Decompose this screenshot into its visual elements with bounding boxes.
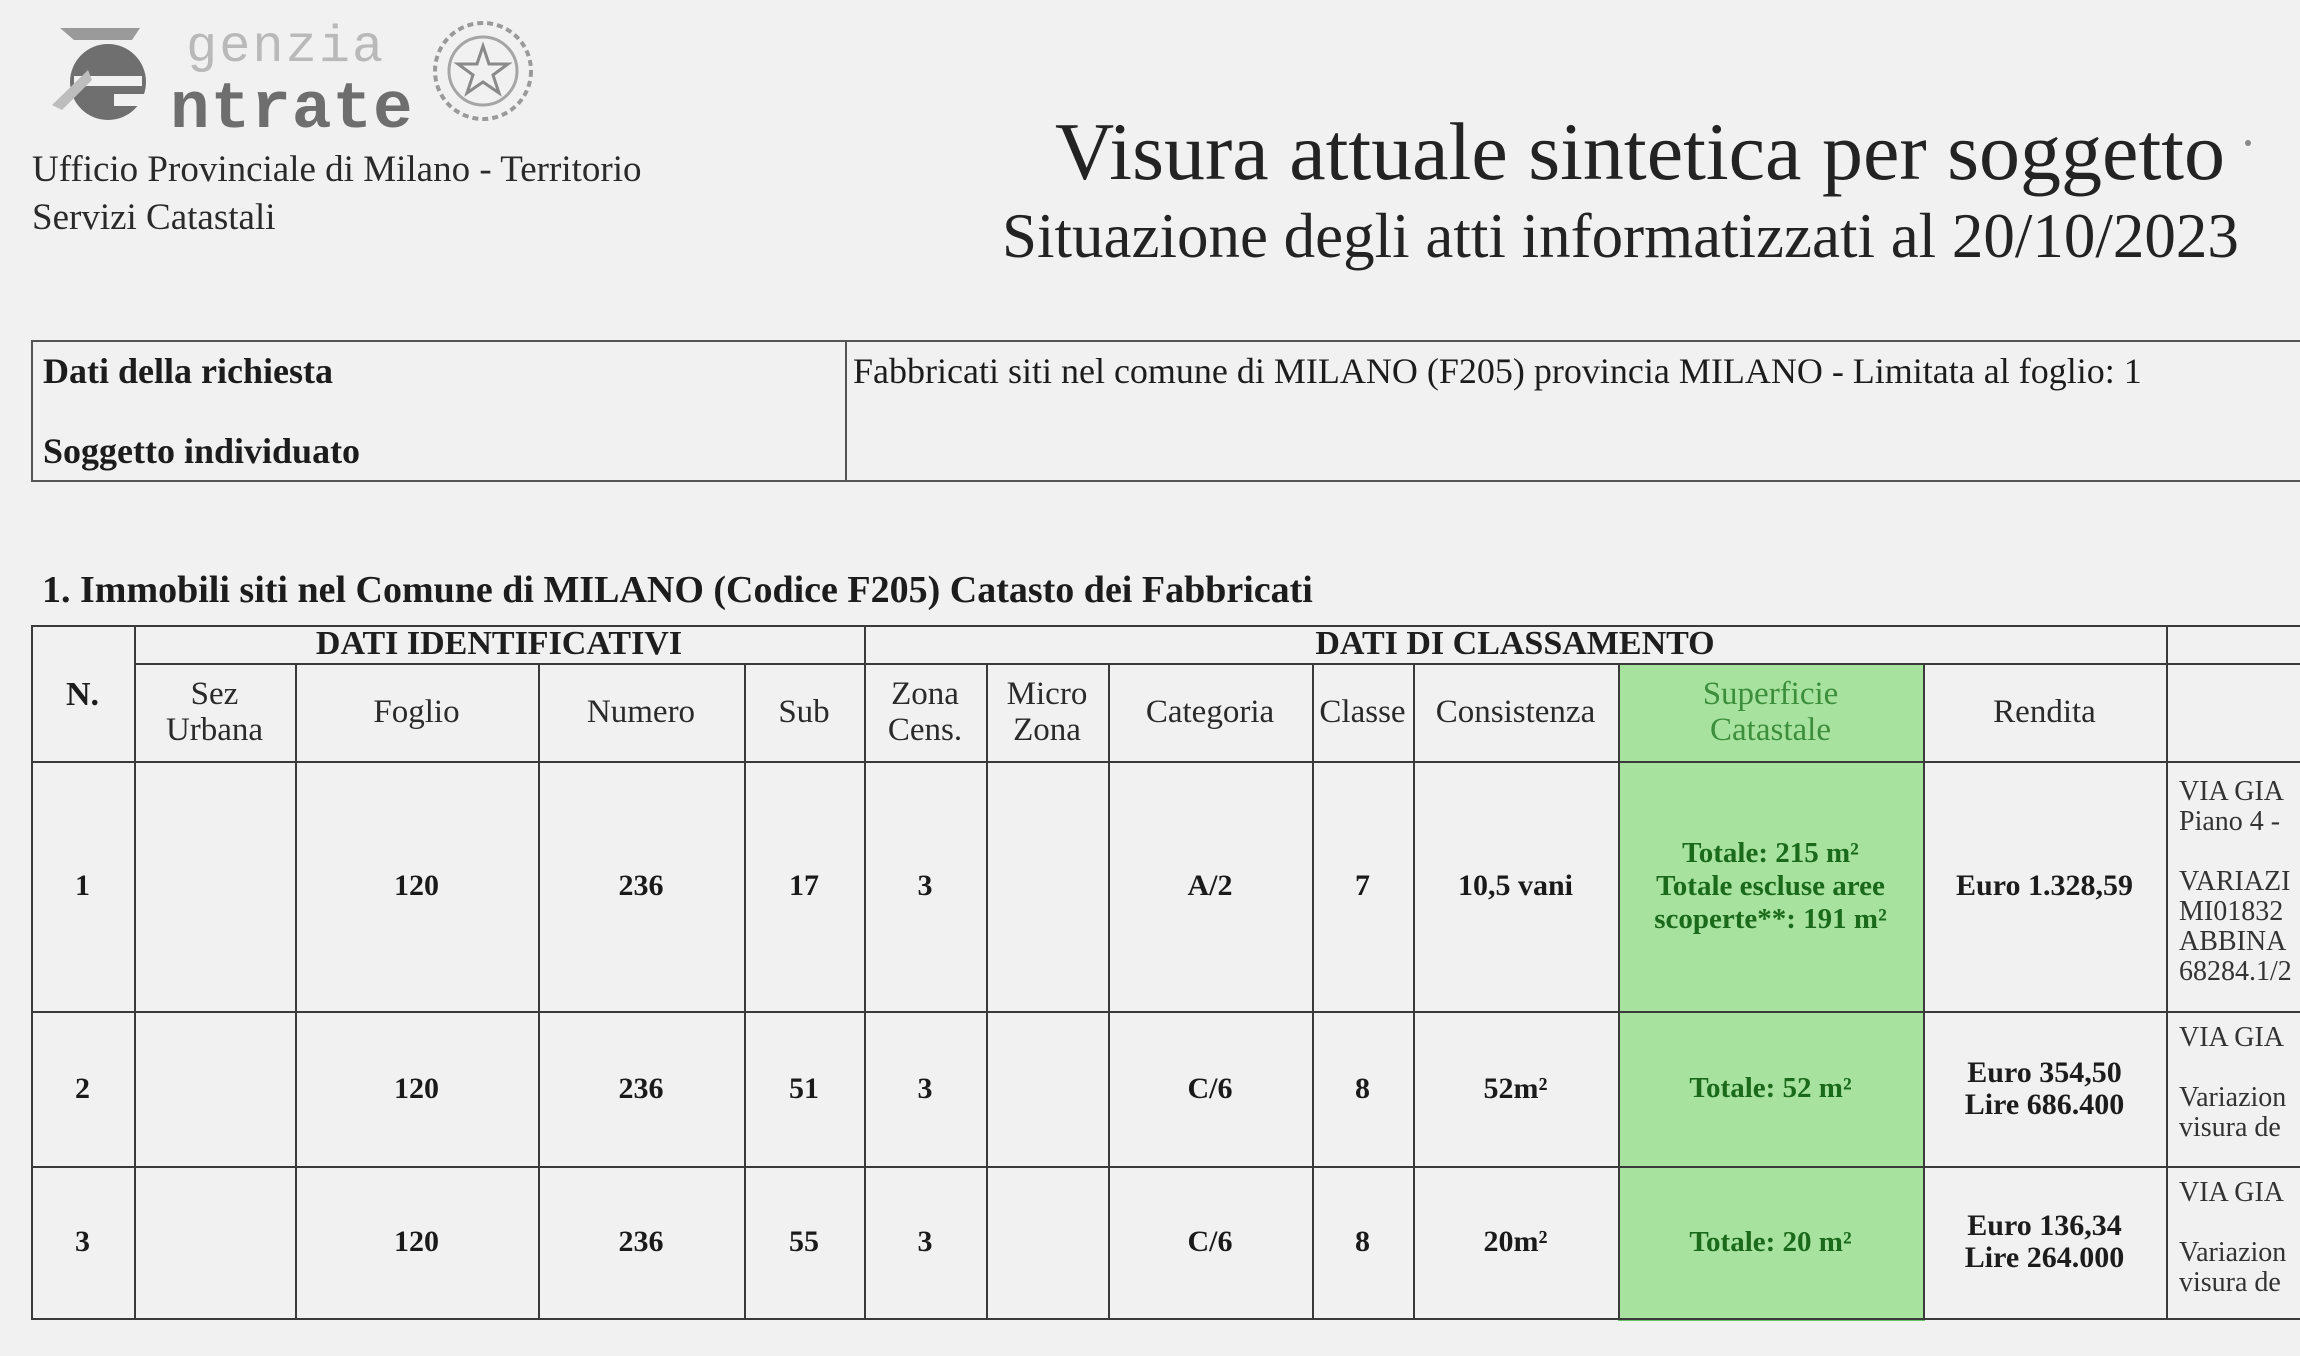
row2-numero: 236: [618, 1071, 664, 1105]
subject-label: Soggetto individuato: [43, 431, 361, 471]
row2-n: 2: [75, 1071, 90, 1105]
row3-rendita: Euro 136,34 Lire 264.000: [1964, 1209, 2125, 1274]
section-title: 1. Immobili siti nel Comune di MILANO (Codice F205) Catasto dei Fabbricati: [42, 569, 1313, 611]
property-table: [31, 625, 2300, 1320]
row2-superficie: Totale: 52 m²: [1689, 1072, 1852, 1104]
row3-sub: 55: [789, 1225, 819, 1258]
col-header-foglio: Foglio: [373, 694, 460, 730]
col-header-superficie: Superficie Catastale: [1702, 676, 1839, 748]
row2-classe: 8: [1355, 1071, 1370, 1105]
row3-micro: [986, 1166, 1108, 1318]
row3-consistenza: 20m²: [1483, 1225, 1548, 1258]
col-header-numero: Numero: [586, 694, 696, 730]
row3-categoria: C/6: [1187, 1225, 1233, 1258]
group-header-identificativi: DATI IDENTIFICATIVI: [315, 625, 683, 662]
logo-text-bottom: ntrate: [170, 72, 414, 147]
row2-consistenza: 52m²: [1483, 1071, 1548, 1105]
logo-emblem-icon: [30, 10, 170, 135]
row2-zona: 3: [917, 1071, 933, 1105]
row2-indirizzo: VIA GIA Variazion visura de: [2179, 1022, 2287, 1143]
row1-rendita: Euro 1.328,59: [1956, 869, 2133, 902]
row3-classe: 8: [1355, 1225, 1370, 1258]
row3-sez: [134, 1166, 295, 1318]
row1-indirizzo: VIA GIA Piano 4 - VARIAZI MI01832 ABBINA 68284.1/2: [2179, 776, 2292, 987]
col-header-classe: Classe: [1319, 694, 1406, 730]
row3-zona: 3: [917, 1225, 933, 1258]
page-subtitle: Situazione degli atti informatizzati al 20/10/2023: [1002, 201, 2239, 271]
row2-sez: [134, 1011, 295, 1166]
scan-dot: [2245, 140, 2251, 146]
col-header-rendita: Rendita: [1993, 694, 2096, 730]
page-title: Visura attuale sintetica per soggetto: [1055, 106, 2226, 197]
row1-numero: 236: [618, 869, 664, 902]
logo-text-top: genzia: [186, 18, 386, 77]
col-header-categoria: Categoria: [1145, 694, 1275, 730]
row2-micro: [986, 1011, 1108, 1166]
row3-numero: 236: [618, 1225, 664, 1258]
row1-sez: [134, 761, 295, 1011]
col-header-consistenza: Consistenza: [1435, 694, 1596, 730]
row1-micro: [986, 761, 1108, 1011]
row2-rendita: Euro 354,50 Lire 686.400: [1964, 1055, 2125, 1121]
row1-foglio: 120: [394, 869, 439, 902]
row3-indirizzo: VIA GIA Variazion visura de: [2179, 1177, 2287, 1298]
row1-n: 1: [75, 869, 90, 902]
request-label: Dati della richiesta: [43, 351, 333, 391]
office-service: Servizi Catastali: [32, 197, 276, 238]
row3-n: 3: [75, 1225, 90, 1258]
row1-classe: 7: [1355, 869, 1370, 902]
row1-sub: 17: [789, 869, 819, 902]
office-name: Ufficio Provinciale di Milano - Territorio: [32, 149, 642, 190]
request-box: [31, 340, 2300, 482]
row1-zona: 3: [917, 869, 933, 902]
col-header-sub: Sub: [778, 694, 830, 730]
row2-sub: 51: [789, 1071, 819, 1105]
row2-foglio: 120: [394, 1071, 439, 1105]
republic-emblem-icon: [428, 16, 538, 126]
row1-categoria: A/2: [1187, 869, 1233, 902]
col-header-micro-zona: Micro Zona: [1006, 676, 1088, 748]
row3-superficie: Totale: 20 m²: [1689, 1225, 1852, 1258]
group-header-classamento: DATI DI CLASSAMENTO: [1315, 625, 1715, 662]
row3-foglio: 120: [394, 1225, 439, 1258]
row1-superficie: Totale: 215 m² Totale escluse aree scoperte**: 191 m²: [1654, 836, 1887, 935]
row1-consistenza: 10,5 vani: [1457, 869, 1574, 902]
row2-categoria: C/6: [1187, 1071, 1233, 1105]
col-header-sez-urbana: Sez Urbana: [165, 676, 264, 748]
col-header-n: N.: [65, 676, 100, 713]
request-value: Fabbricati siti nel comune di MILANO (F205) provincia MILANO - Limitata al foglio: 1: [853, 351, 2142, 391]
col-header-zona-cens: Zona Cens.: [887, 676, 963, 748]
agenzia-entrate-logo: [30, 10, 540, 147]
